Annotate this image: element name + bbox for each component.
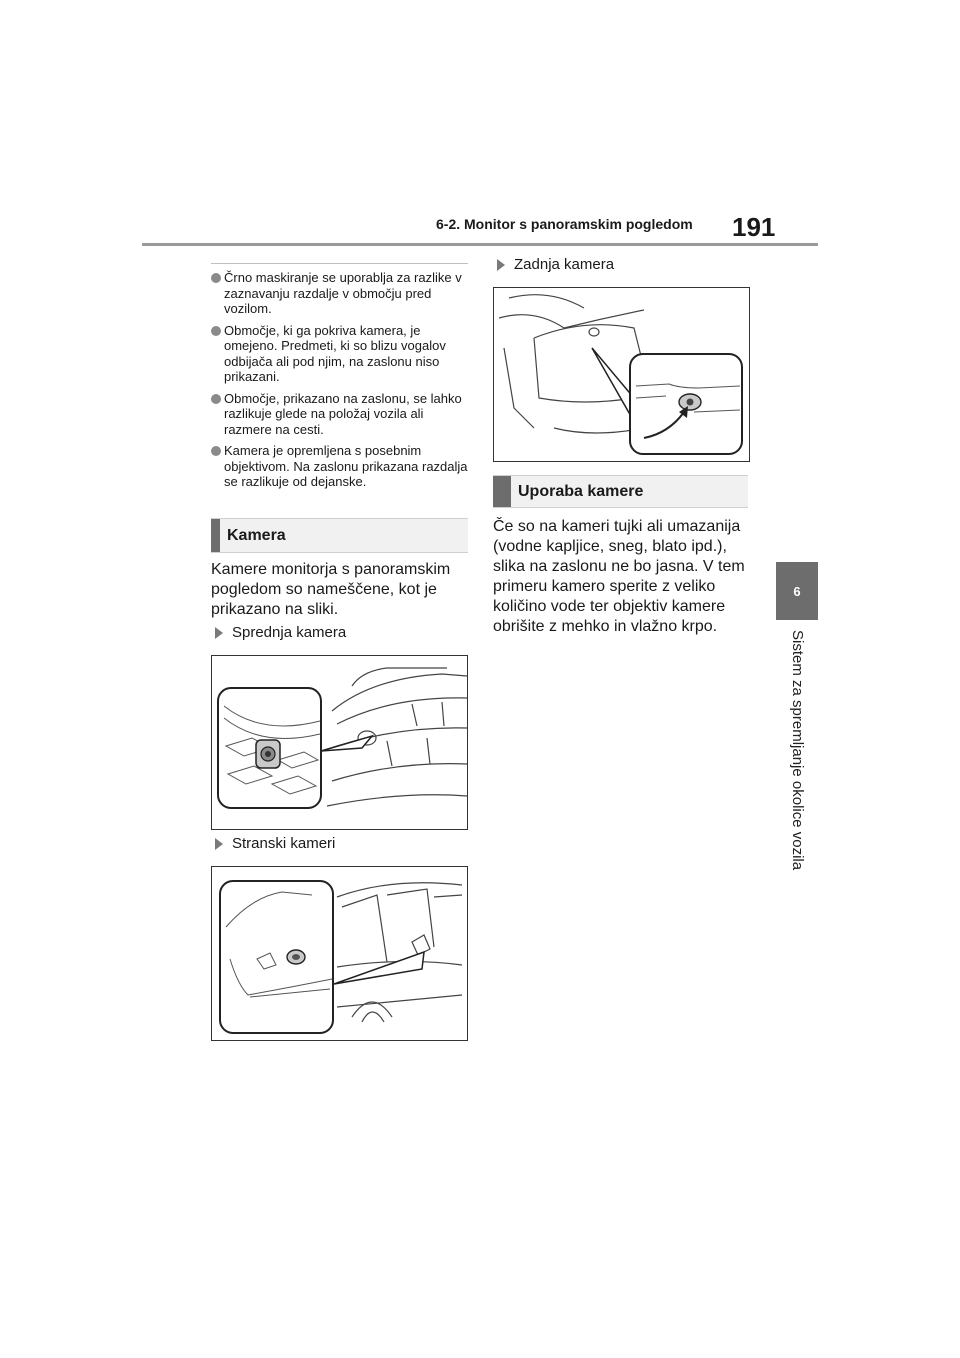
- side-camera-caption: Stranski kameri: [211, 835, 335, 852]
- column-rule: [211, 263, 468, 264]
- rear-camera-caption: Zadnja kamera: [493, 256, 614, 273]
- bullet-icon: [211, 273, 221, 283]
- kamera-heading: Kamera: [227, 526, 286, 544]
- front-camera-caption: Sprednja kamera: [211, 624, 346, 641]
- kamera-intro: Kamere monitorja s panoramskim pogledom so nameščene, kot je prikazano na sliki.: [211, 561, 451, 618]
- header-rule: [142, 243, 818, 246]
- notes-list: [211, 270, 471, 496]
- bullet-icon: [211, 326, 221, 336]
- section-title: 6-2. Monitor s panoramskim pogledom: [436, 216, 693, 232]
- arrow-icon: [215, 838, 223, 850]
- uporaba-heading: Uporaba kamere: [518, 482, 644, 500]
- list-item: Kamera je opremljena s posebnim objektivom. Na zaslonu prikazana razdalja se razlikuje od dejanske.: [211, 443, 471, 490]
- bullet-icon: [211, 446, 221, 456]
- list-item: Območje, prikazano na zaslonu, se lahko razlikuje glede na položaj vozila ali razmere na cesti.: [211, 391, 471, 438]
- side-camera-figure: [211, 866, 468, 1041]
- list-item: Območje, ki ga pokriva kamera, je omejeno. Predmeti, ki so blizu vogalov odbijača ali pod njim, na zaslonu niso prikazani.: [211, 323, 471, 385]
- front-camera-figure: [211, 655, 468, 830]
- kamera-heading-box: [211, 518, 468, 553]
- rear-camera-figure: [493, 287, 750, 462]
- arrow-icon: [497, 259, 505, 271]
- page-number: 191: [732, 212, 776, 242]
- uporaba-heading-box: [493, 475, 748, 508]
- bullet-icon: [211, 394, 221, 404]
- arrow-icon: [215, 627, 223, 639]
- list-item: Črno maskiranje se uporablja za razlike v zaznavanju razdalje v območju pred vozilom.: [211, 270, 471, 317]
- uporaba-text: Če so na kameri tujki ali umazanija (vodne kapljice, sneg, blato ipd.), slika na zaslonu ne bo jasna. V tem primeru kamero sperite z veliko količino vode ter objektiv kamere obrišite z mehko in vlažno krpo.: [493, 518, 745, 635]
- chapter-tab: 6: [776, 562, 818, 620]
- chapter-title: Sistem za spremljanje okolice vozila: [789, 630, 806, 871]
